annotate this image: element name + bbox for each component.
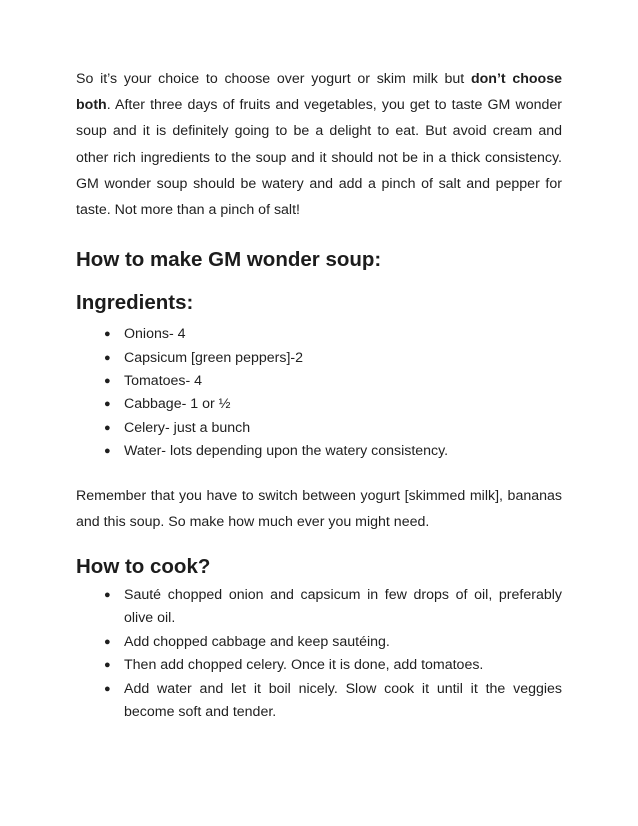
cook-step-text: Add water and let it boil nicely. Slow cook it until it the veggies become soft and tender. <box>124 680 562 721</box>
ingredient-text: Water- lots depending upon the watery consistency. <box>124 443 449 460</box>
heading-ingredients: Ingredients: <box>76 291 194 315</box>
bullet-icon: ● <box>104 375 111 388</box>
ingredient-text: Tomatoes- 4 <box>124 373 203 390</box>
cook-step-text: Sauté chopped onion and capsicum in few drops of oil, preferably olive oil. <box>124 587 562 627</box>
bullet-icon: ● <box>104 635 111 648</box>
remember-paragraph: Remember that you have to switch between yogurt [skimmed milk], bananas and this soup. So make how much ever you might need. <box>76 487 562 530</box>
ingredient-text: Celery- just a bunch <box>124 419 251 436</box>
bullet-icon: ● <box>104 398 111 411</box>
intro-text-end: . After three days of fruits and vegetables, you get to taste GM wonder soup and it is definitely going to be a delight to eat. But avoid cream and other rich ingredients to the soup and it should not be in a thick consistency. GM wonder soup should be watery and add a pinch of salt and pepper for taste. Not more than a pinch of salt! <box>76 97 562 219</box>
intro-bold-text: don’t choose both <box>76 71 563 114</box>
intro-text-start: So it’s your choice to choose over yogurt or skim milk but <box>76 71 471 87</box>
ingredient-text: Capsicum [green peppers]-2 <box>124 349 304 366</box>
heading-how-to-make: How to make GM wonder soup: <box>76 248 382 272</box>
intro-paragraph <box>76 66 562 223</box>
list-item <box>104 323 562 346</box>
list-item <box>104 654 562 677</box>
cook-step-text: Add chopped cabbage and keep sautéing. <box>124 633 390 650</box>
ingredient-text: Cabbage- 1 or ½ <box>124 396 231 413</box>
cook-step-text: Then add chopped celery. Once it is done, add tomatoes. <box>124 657 484 674</box>
list-item <box>104 393 562 416</box>
list-item <box>104 370 562 393</box>
bullet-icon: ● <box>104 328 111 341</box>
document-page <box>76 66 562 725</box>
list-item <box>104 678 562 725</box>
list-item <box>104 347 562 370</box>
bullet-icon: ● <box>104 445 111 458</box>
cook-steps-list <box>76 584 562 724</box>
bullet-icon: ● <box>104 682 111 695</box>
bullet-icon: ● <box>104 659 111 672</box>
list-item <box>104 584 562 631</box>
heading-how-to-cook: How to cook? <box>76 555 211 579</box>
bullet-icon: ● <box>104 589 111 602</box>
list-item <box>104 631 562 654</box>
bullet-icon: ● <box>104 351 111 364</box>
list-item <box>104 440 562 463</box>
bullet-icon: ● <box>104 421 111 434</box>
list-item <box>104 417 562 440</box>
ingredient-text: Onions- 4 <box>124 326 186 343</box>
ingredients-list <box>76 323 562 463</box>
